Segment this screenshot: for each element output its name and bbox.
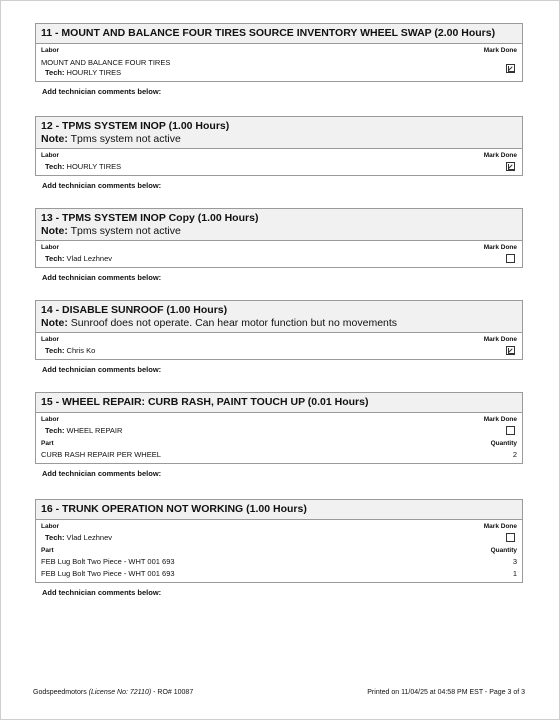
page-footer (33, 689, 525, 696)
mark-done-label: Mark Done (483, 416, 517, 423)
job-section (35, 208, 523, 282)
labor-label: Labor (41, 244, 60, 251)
mark-done-checkbox[interactable] (506, 533, 515, 542)
comments-label: Add technician comments below: (42, 588, 162, 597)
part-name: CURB RASH REPAIR PER WHEEL (41, 450, 161, 459)
part-name: FEB Lug Bolt Two Piece - WHT 001 693 (41, 557, 175, 566)
labor-label: Labor (41, 523, 60, 530)
job-header (35, 116, 523, 149)
note-label: Note: (41, 225, 68, 237)
job-title: 12 - TPMS SYSTEM INOP (1.00 Hours) (41, 120, 230, 132)
part-quantity: 3 (512, 557, 517, 566)
job-title: 14 - DISABLE SUNROOF (1.00 Hours) (41, 304, 228, 316)
job-title: 16 - TRUNK OPERATION NOT WORKING (1.00 Hours) (41, 503, 307, 515)
tech-line (41, 533, 112, 543)
part-label: Part (41, 440, 54, 447)
job-body (35, 413, 523, 464)
quantity-label: Quantity (490, 547, 517, 554)
part-name: FEB Lug Bolt Two Piece - WHT 001 693 (41, 569, 175, 578)
job-header (35, 300, 523, 333)
part-row (41, 557, 517, 567)
license-number: (License No: 72110) (88, 689, 152, 696)
comments-label: Add technician comments below: (42, 181, 162, 190)
job-header (35, 499, 523, 520)
job-section (35, 116, 523, 190)
part-quantity: 2 (512, 450, 517, 459)
tech-name: WHEEL REPAIR (66, 426, 123, 435)
tech-label: Tech: (45, 346, 65, 355)
job-section (35, 23, 523, 96)
job-title: 13 - TPMS SYSTEM INOP Copy (1.00 Hours) (41, 212, 259, 224)
tech-line (41, 162, 121, 172)
job-body (35, 149, 523, 176)
tech-label: Tech: (45, 426, 65, 435)
job-body (35, 44, 523, 82)
job-note (41, 225, 517, 237)
job-note (41, 317, 517, 329)
mark-done-label: Mark Done (483, 244, 517, 251)
tech-name: HOURLY TIRES (66, 162, 122, 171)
note-text: Tpms system not active (70, 225, 181, 237)
printed-info: Printed on 11/04/25 at 04:58 PM EST - Page 3 of 3 (367, 689, 525, 696)
labor-label: Labor (41, 416, 60, 423)
mark-done-checkbox[interactable] (506, 162, 515, 171)
mark-done-label: Mark Done (483, 523, 517, 530)
labor-description: MOUNT AND BALANCE FOUR TIRES (41, 58, 171, 67)
tech-label: Tech: (45, 162, 65, 171)
mark-done-label: Mark Done (483, 336, 517, 343)
tech-label: Tech: (45, 254, 65, 263)
comments-label: Add technician comments below: (42, 273, 162, 282)
quantity-label: Quantity (490, 440, 517, 447)
mark-done-checkbox[interactable] (506, 254, 515, 263)
tech-label: Tech: (45, 68, 65, 77)
footer-shop-info (33, 689, 193, 696)
ro-number: - RO# 10087 (153, 689, 194, 696)
tech-name: HOURLY TIRES (66, 68, 122, 77)
job-title: 15 - WHEEL REPAIR: CURB RASH, PAINT TOUCH UP (0.01 Hours) (41, 396, 369, 408)
tech-line (41, 254, 112, 264)
job-title: 11 - MOUNT AND BALANCE FOUR TIRES SOURCE INVENTORY WHEEL SWAP (2.00 Hours) (41, 27, 496, 39)
job-section (35, 499, 523, 597)
comments-label: Add technician comments below: (42, 469, 162, 478)
part-row (41, 450, 517, 460)
note-label: Note: (41, 133, 68, 145)
tech-name: Vlad Lezhnev (66, 254, 112, 263)
note-text: Tpms system not active (70, 133, 181, 145)
job-body (35, 520, 523, 583)
job-header (35, 392, 523, 413)
comments-label: Add technician comments below: (42, 87, 162, 96)
mark-done-checkbox[interactable] (506, 64, 515, 73)
note-text: Sunroof does not operate. Can hear motor function but no movements (70, 317, 398, 329)
tech-name: Chris Ko (66, 346, 96, 355)
job-body (35, 333, 523, 360)
labor-label: Labor (41, 152, 60, 159)
mark-done-label: Mark Done (483, 47, 517, 54)
job-body (35, 241, 523, 268)
job-header (35, 23, 523, 44)
tech-line (41, 426, 122, 436)
comments-label: Add technician comments below: (42, 365, 162, 374)
labor-label: Labor (41, 47, 60, 54)
job-section (35, 392, 523, 478)
labor-label: Labor (41, 336, 60, 343)
tech-label: Tech: (45, 533, 65, 542)
part-label: Part (41, 547, 54, 554)
mark-done-label: Mark Done (483, 152, 517, 159)
tech-line (41, 346, 95, 356)
mark-done-checkbox[interactable] (506, 346, 515, 355)
job-note (41, 133, 517, 145)
job-header (35, 208, 523, 241)
shop-name: Godspeedmotors (33, 689, 87, 696)
mark-done-checkbox[interactable] (506, 426, 515, 435)
part-row (41, 569, 517, 579)
note-label: Note: (41, 317, 68, 329)
part-quantity: 1 (512, 569, 517, 578)
job-section (35, 300, 523, 374)
tech-name: Vlad Lezhnev (66, 533, 112, 542)
tech-line (41, 68, 170, 78)
